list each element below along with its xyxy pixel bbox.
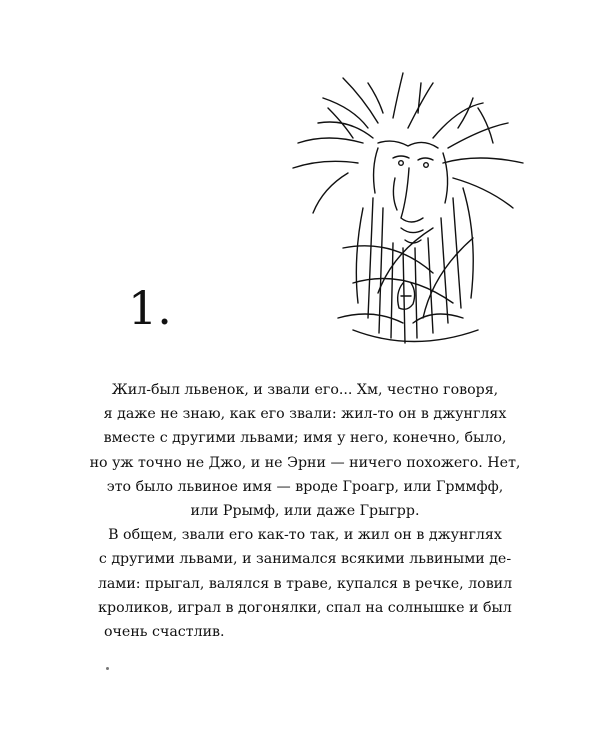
- text-line: с другими львами, и занимался всякими львиными де-: [98, 551, 512, 568]
- text-line: В общем, звали его как-то так, и жил он в джунглях: [108, 527, 502, 544]
- chapter-number: 1.: [128, 281, 172, 335]
- lion-in-grass-icon: [283, 68, 533, 353]
- text-line: очень счастлив.: [104, 624, 225, 641]
- text-line: вместе с другими львами; имя у него, конечно, было,: [103, 430, 507, 447]
- text-line: или Ррымф, или даже Грыгрр.: [190, 503, 420, 520]
- text-line: Жил-был львенок, и звали его... Хм, честно говоря,: [111, 382, 499, 398]
- text-line: это было львиное имя — вроде Гроагр, или Грммфф,: [106, 478, 504, 495]
- text-line: но уж точно не Джо, и не Эрни — ничего похожего. Нет,: [89, 454, 521, 471]
- body-text: [82, 378, 528, 644]
- paper-speck: [106, 667, 109, 670]
- text-line: кроликов, играл в догонялки, спал на солнышке и был: [98, 599, 512, 616]
- text-line: я даже не знаю, как его звали: жил-то он в джунглях: [103, 406, 507, 423]
- text-line: лами: прыгал, валялся в траве, купался в речке, ловил: [97, 575, 513, 592]
